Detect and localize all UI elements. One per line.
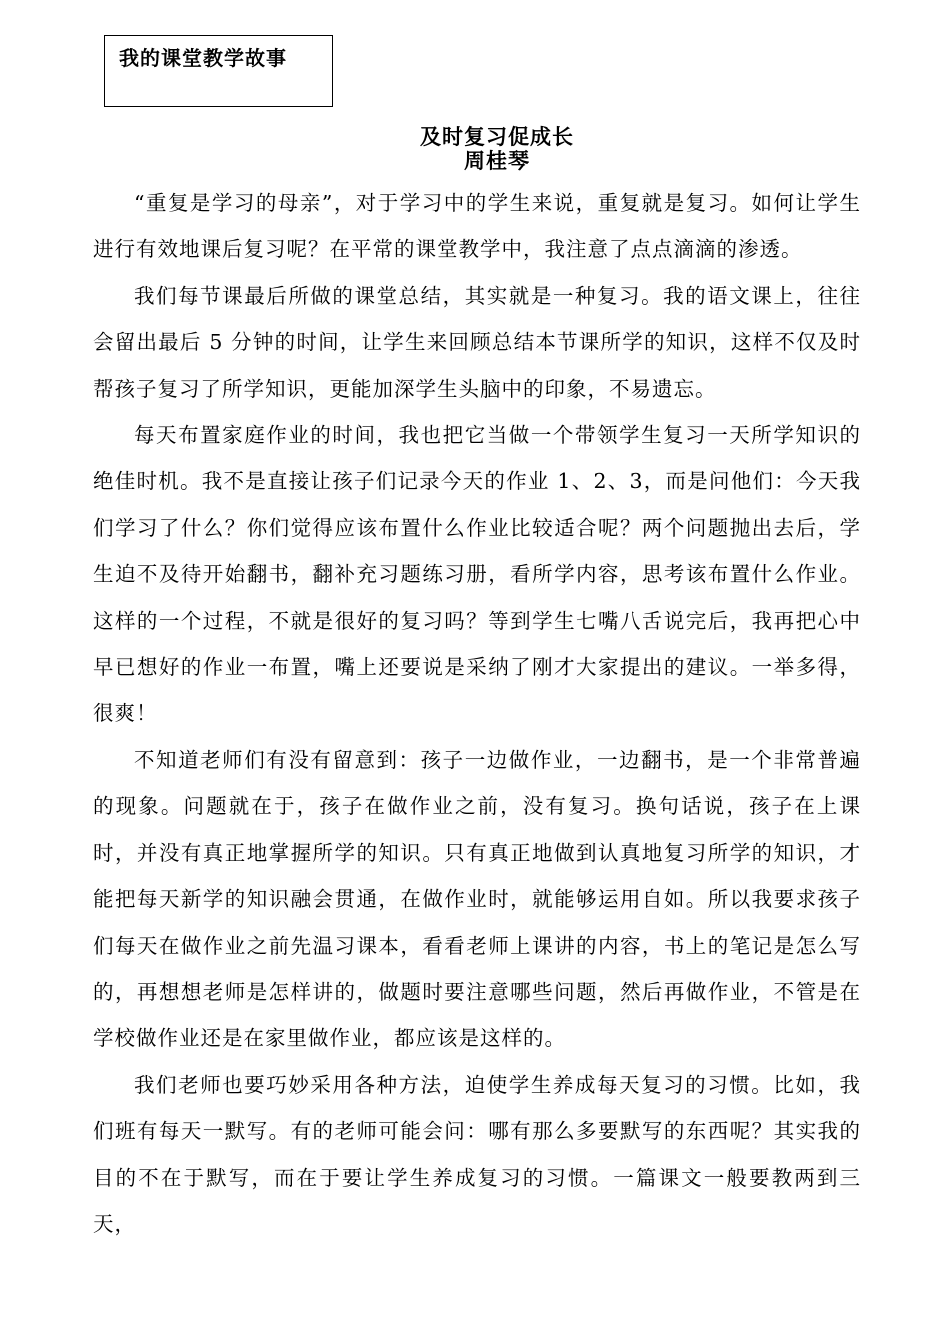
paragraph-2: 我们每节课最后所做的课堂总结，其实就是一种复习。我的语文课上，往往会留出最后 5 分钟的时间，让学生来回顾总结本节课所学的知识，这样不仅及时帮孩子复习了所学知识，更能加深学生头脑中的印象，不易遗忘。 (93, 283, 861, 401)
story-category-box (104, 35, 333, 107)
paragraph-3: 每天布置家庭作业的时间，我也把它当做一个带领学生复习一天所学知识的绝佳时机。我不是直接让孩子们记录今天的作业 1、2、3，而是问他们：今天我们学习了什么？你们觉得应该布置什么作业比较适合呢？两个问题抛出去后，学生迫不及待开始翻书，翻补充习题练习册，看所学内容，思考该布置什么作业。这样的一个过程，不就是很好的复习吗？等到学生七嘴八舌说完后，我再把心中早已想好的作业一布置，嘴上还要说是采纳了刚才大家提出的建议。一举多得，很爽！ (93, 423, 861, 726)
paragraph-5: 我们老师也要巧妙采用各种方法，迫使学生养成每天复习的习惯。比如，我们班有每天一默写。有的老师可能会问：哪有那么多要默写的东西呢？其实我的目的不在于默写，而在于要让学生养成复习的习惯。一篇课文一般要教两到三天， (93, 1072, 861, 1236)
article-author: 周桂琴 (464, 149, 530, 173)
article-body (93, 180, 861, 1247)
article-title: 及时复习促成长 (420, 125, 574, 149)
story-category-label: 我的课堂教学故事 (119, 46, 287, 70)
paragraph-4: 不知道老师们有没有留意到：孩子一边做作业，一边翻书，是一个非常普遍的现象。问题就在于，孩子在做作业之前，没有复习。换句话说，孩子在上课时，并没有真正地掌握所学的知识。只有真正地做到认真地复习所学的知识，才能把每天新学的知识融会贯通，在做作业时，就能够运用自如。所以我要求孩子们每天在做作业之前先温习课本，看看老师上课讲的内容，书上的笔记是怎么写的，再想想老师是怎样讲的，做题时要注意哪些问题，然后再做作业，不管是在学校做作业还是在家里做作业，都应该是这样的。 (93, 747, 861, 1051)
paragraph-1: “重复是学习的母亲”，对于学习中的学生来说，重复就是复习。如何让学生进行有效地课后复习呢？在平常的课堂教学中，我注意了点点滴滴的渗透。 (93, 191, 861, 262)
